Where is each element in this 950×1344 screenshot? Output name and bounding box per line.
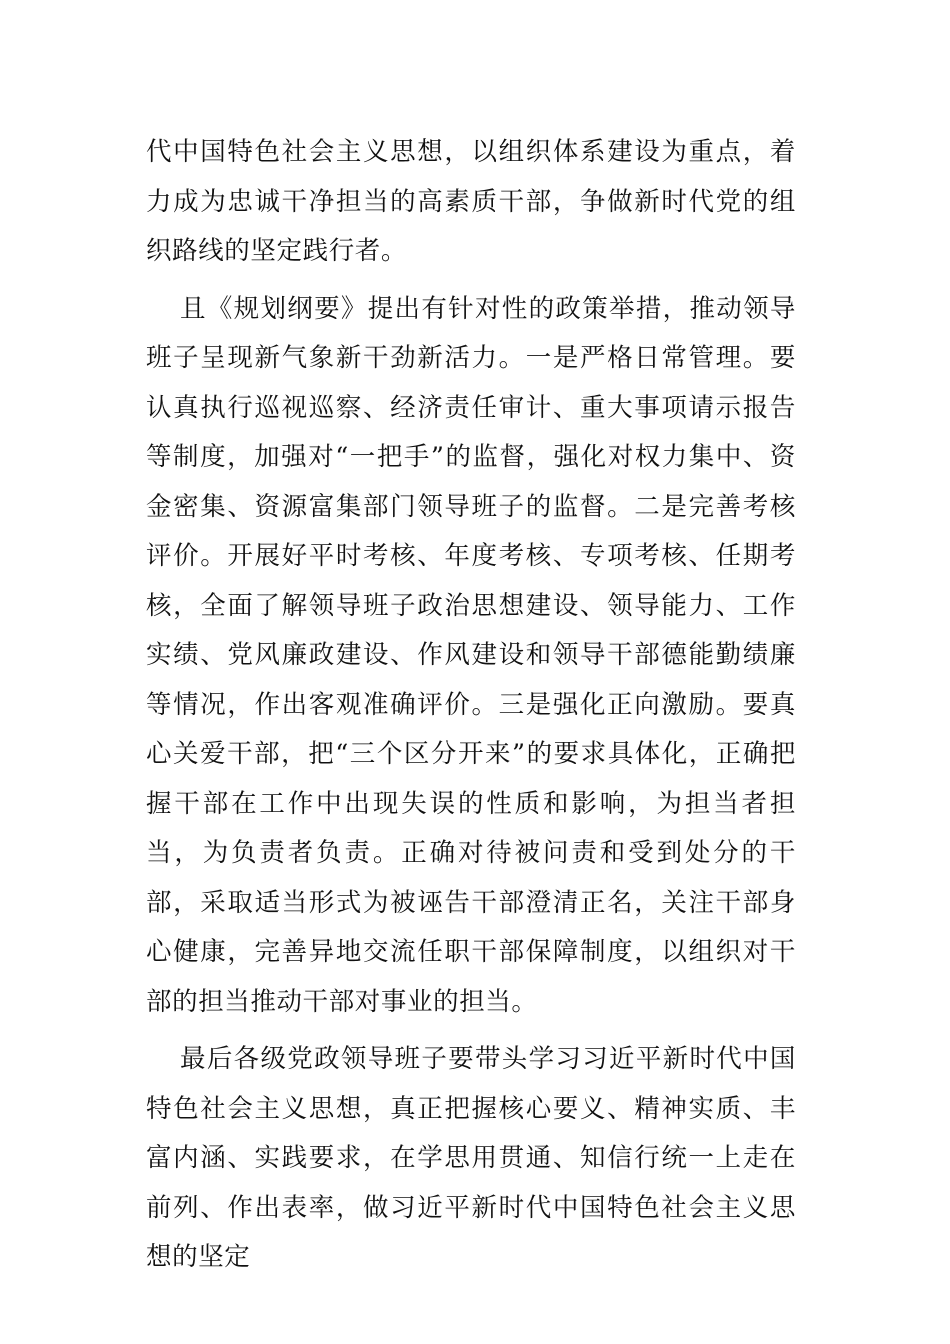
paragraph-policy-measures: 且《规划纲要》提出有针对性的政策举措，推动领导班子呈现新气象新干劲新活力。一是严格日常管理。要认真执行巡视巡察、经济责任审计、重大事项请示报告等制度，加强对“一把手”的监督，强化对权力集中、资金密集、资源富集部门领导班子的监督。二是完善考核评价。开展好平时考核、年度考核、专项考核、任期考核，全面了解领导班子政治思想建设、领导能力、工作实绩、党风廉政建设、作风建设和领导干部德能勤绩廉等情况，作出客观准确评价。三是强化正向激励。要真心关爱干部，把“三个区分开来”的要求具体化，正确把握干部在工作中出现失误的性质和影响，为担当者担当，为负责者负责。正确对待被问责和受到处分的干部，采取适当形式为被诬告干部澄清正名，关注干部身心健康，完善异地交流任职干部保障制度，以组织对干部的担当推动干部对事业的担当。	[146, 293, 796, 1017]
paragraph-leadership-study: 最后各级党政领导班子要带头学习习近平新时代中国特色社会主义思想，真正把握核心要义、精神实质、丰富内涵、实践要求，在学思用贯通、知信行统一上走在前列、作出表率，做习近平新时代中国特色社会主义思想的坚定	[146, 1044, 796, 1272]
document-body	[146, 128, 796, 1283]
paragraph-continuation: 代中国特色社会主义思想，以组织体系建设为重点，着力成为忠诚干净担当的高素质干部，争做新时代党的组织路线的坚定践行者。	[146, 137, 796, 266]
